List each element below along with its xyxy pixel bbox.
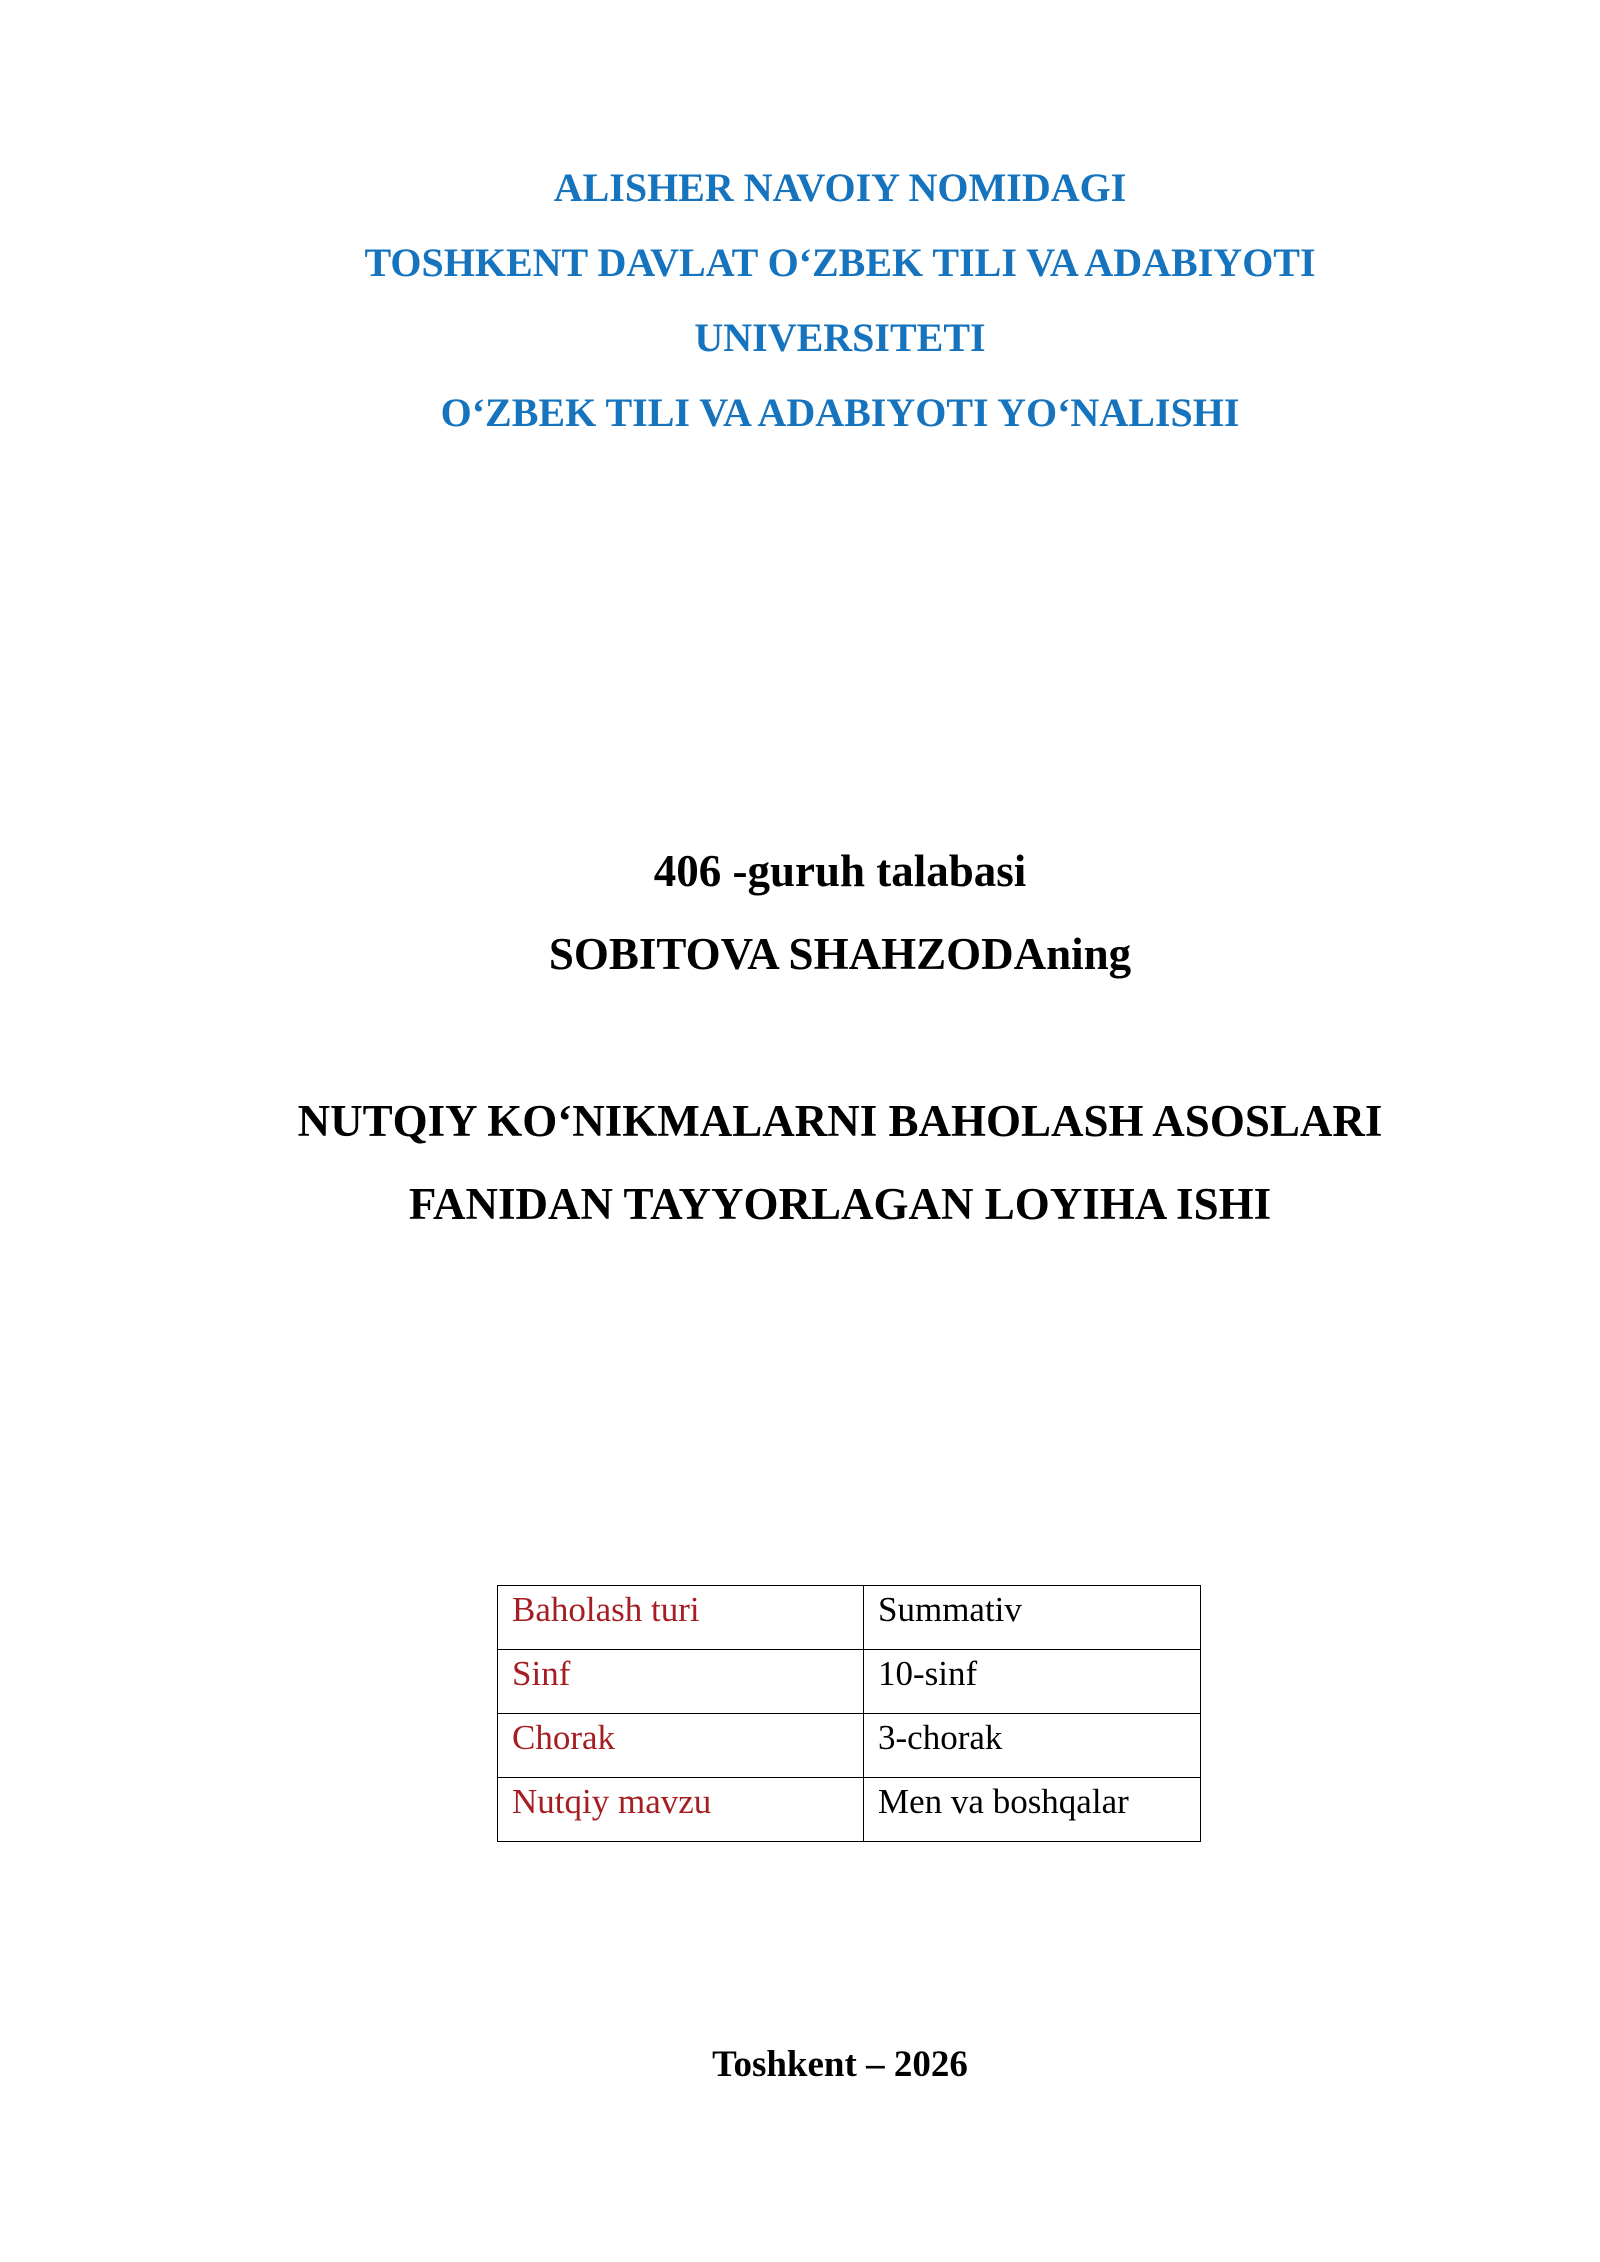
table-value: Summativ — [864, 1586, 1201, 1650]
place-year: Toshkent – 2026 — [712, 2044, 968, 2085]
table-row — [498, 1586, 1201, 1650]
table-value: 10-sinf — [864, 1650, 1201, 1714]
table-label: Baholash turi — [498, 1586, 864, 1650]
project-title — [0, 1080, 1600, 1246]
table-row — [498, 1714, 1201, 1778]
project-title-line: NUTQIY KO‘NIKMALARNI BAHOLASH ASOSLARI — [297, 1096, 1383, 1146]
info-table — [497, 1585, 1201, 1842]
table-value: Men va boshqalar — [864, 1778, 1201, 1842]
table-label: Nutqiy mavzu — [498, 1778, 864, 1842]
header-line: O‘ZBEK TILI VA ADABIYOTI YO‘NALISHI — [440, 390, 1240, 435]
table-label: Chorak — [498, 1714, 864, 1778]
table-value: 3-chorak — [864, 1714, 1201, 1778]
header-line: ALISHER NAVOIY NOMIDAGI — [553, 165, 1127, 210]
project-title-line: FANIDAN TAYYORLAGAN LOYIHA ISHI — [408, 1179, 1272, 1229]
table-label: Sinf — [498, 1650, 864, 1714]
table-row — [498, 1650, 1201, 1714]
header-line: UNIVERSITETI — [694, 315, 986, 360]
student-block — [0, 830, 1600, 996]
student-name: SOBITOVA SHAHZODAning — [548, 929, 1132, 979]
header-line: TOSHKENT DAVLAT O‘ZBEK TILI VA ADABIYOTI — [364, 240, 1316, 285]
table-row — [498, 1778, 1201, 1842]
student-group: 406 -guruh talabasi — [653, 846, 1027, 896]
university-header — [0, 150, 1600, 450]
